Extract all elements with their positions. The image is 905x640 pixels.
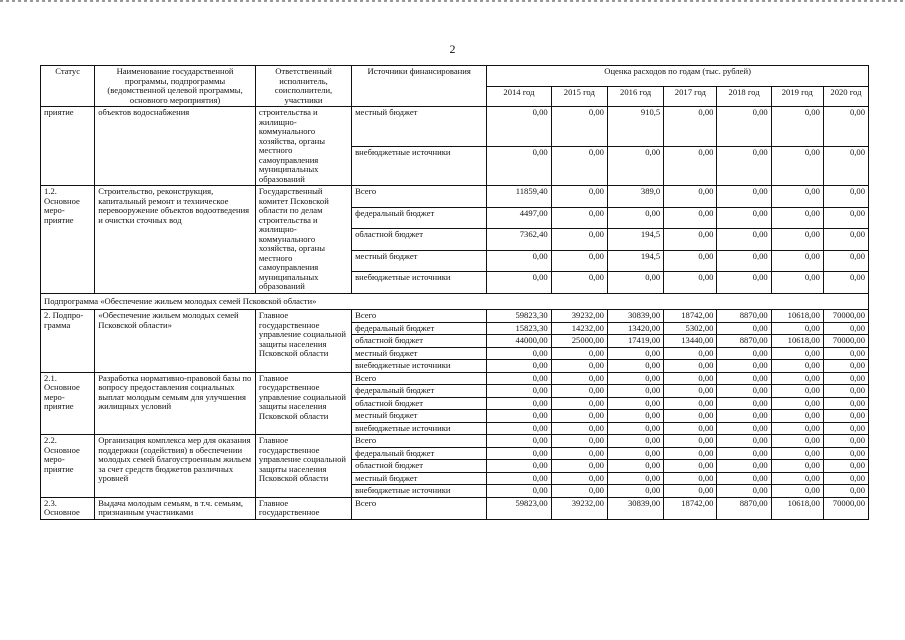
value-cell: 0,00 xyxy=(717,186,771,208)
value-cell: 15823,30 xyxy=(487,322,551,335)
value-cell: 0,00 xyxy=(823,447,868,460)
value-cell: 0,00 xyxy=(487,272,551,294)
subprogram-title: Подпрограмма «Обеспечение жильем молодых семей Псковской области» xyxy=(41,293,869,310)
value-cell: 11859,40 xyxy=(487,186,551,208)
value-cell: 0,00 xyxy=(664,272,717,294)
value-cell: 8870,00 xyxy=(717,335,771,348)
value-cell: 4497,00 xyxy=(487,207,551,229)
header-row xyxy=(41,66,869,87)
table-row xyxy=(41,497,869,519)
row-executor: Главное государственное управление социальной защиты населения Псковской области xyxy=(255,435,351,498)
value-cell: 0,00 xyxy=(771,435,823,448)
value-cell: 0,00 xyxy=(717,397,771,410)
value-cell: 70000,00 xyxy=(823,335,868,348)
row-source: местный бюджет xyxy=(352,410,487,423)
value-cell: 0,00 xyxy=(607,385,663,398)
row-source: местный бюджет xyxy=(352,472,487,485)
value-cell: 0,00 xyxy=(823,460,868,473)
value-cell: 0,00 xyxy=(487,410,551,423)
row-executor: Главное государственное управление социальной защиты населения Псковской области xyxy=(255,310,351,373)
value-cell: 0,00 xyxy=(551,272,607,294)
row-source: местный бюджет xyxy=(352,347,487,360)
value-cell: 39232,00 xyxy=(551,310,607,323)
value-cell: 0,00 xyxy=(664,472,717,485)
value-cell: 30839,00 xyxy=(607,310,663,323)
value-cell: 0,00 xyxy=(771,472,823,485)
row-executor: Государственный комитет Псковской области по делам строительства и жилищно-коммунального хозяйства, органы местного самоуправления муниципальных образований xyxy=(255,186,351,294)
value-cell: 0,00 xyxy=(664,250,717,272)
value-cell: 0,00 xyxy=(823,322,868,335)
value-cell: 0,00 xyxy=(551,447,607,460)
value-cell: 0,00 xyxy=(551,485,607,498)
value-cell: 39232,00 xyxy=(551,497,607,519)
value-cell: 0,00 xyxy=(551,435,607,448)
row-status: приятие xyxy=(41,107,95,186)
row-program-name: Строительство, реконструкция, капитальный ремонт и техническое перевооружение объектов водоотведения и очистки сточных вод xyxy=(95,186,256,294)
value-cell: 0,00 xyxy=(487,472,551,485)
value-cell: 0,00 xyxy=(664,435,717,448)
row-source: областной бюджет xyxy=(352,460,487,473)
value-cell: 0,00 xyxy=(771,146,823,186)
row-executor: Главное государственное xyxy=(255,497,351,519)
value-cell: 30839,00 xyxy=(607,497,663,519)
header-year: 2016 год xyxy=(607,86,663,107)
value-cell: 0,00 xyxy=(823,272,868,294)
value-cell: 0,00 xyxy=(717,447,771,460)
value-cell: 0,00 xyxy=(771,207,823,229)
value-cell: 0,00 xyxy=(551,472,607,485)
value-cell: 0,00 xyxy=(664,207,717,229)
value-cell: 0,00 xyxy=(664,146,717,186)
value-cell: 10618,00 xyxy=(771,335,823,348)
value-cell: 0,00 xyxy=(717,435,771,448)
table-row xyxy=(41,435,869,448)
value-cell: 0,00 xyxy=(487,372,551,385)
value-cell: 70000,00 xyxy=(823,310,868,323)
value-cell: 0,00 xyxy=(771,347,823,360)
row-source: внебюджетные источники xyxy=(352,422,487,435)
row-program-name: Разработка нормативно-правовой базы по вопросу предоставления социальных выплат молодым семьям для улучшения жилищных условий xyxy=(95,372,256,435)
row-status: 2.1. Основное меро-приятие xyxy=(41,372,95,435)
value-cell: 0,00 xyxy=(551,397,607,410)
value-cell: 0,00 xyxy=(487,422,551,435)
value-cell: 0,00 xyxy=(607,146,663,186)
value-cell: 0,00 xyxy=(607,360,663,373)
value-cell: 0,00 xyxy=(551,372,607,385)
value-cell: 0,00 xyxy=(771,385,823,398)
value-cell: 0,00 xyxy=(487,146,551,186)
row-source: местный бюджет xyxy=(352,107,487,147)
value-cell: 0,00 xyxy=(823,485,868,498)
table-row xyxy=(41,107,869,147)
value-cell: 18742,00 xyxy=(664,497,717,519)
value-cell: 0,00 xyxy=(823,360,868,373)
value-cell: 0,00 xyxy=(664,397,717,410)
value-cell: 0,00 xyxy=(823,372,868,385)
table-row xyxy=(41,372,869,385)
value-cell: 0,00 xyxy=(717,272,771,294)
row-source: областной бюджет xyxy=(352,229,487,251)
value-cell: 0,00 xyxy=(664,485,717,498)
row-executor: Главное государственное управление социальной защиты населения Псковской области xyxy=(255,372,351,435)
row-source: федеральный бюджет xyxy=(352,207,487,229)
value-cell: 5302,00 xyxy=(664,322,717,335)
value-cell: 0,00 xyxy=(823,107,868,147)
row-source: Всего xyxy=(352,186,487,208)
row-executor: строительства и жилищно-коммунального хозяйства, органы местного самоуправления муниципальных образований xyxy=(255,107,351,186)
value-cell: 44000,00 xyxy=(487,335,551,348)
row-program-name: объектов водоснабжения xyxy=(95,107,256,186)
value-cell: 0,00 xyxy=(717,372,771,385)
page-number: 2 xyxy=(449,42,456,56)
row-program-name: «Обеспечение жильем молодых семей Псковской области» xyxy=(95,310,256,373)
value-cell: 0,00 xyxy=(551,250,607,272)
value-cell: 0,00 xyxy=(551,347,607,360)
row-status: 2. Подпро-грамма xyxy=(41,310,95,373)
value-cell: 10618,00 xyxy=(771,310,823,323)
value-cell: 0,00 xyxy=(771,422,823,435)
value-cell: 0,00 xyxy=(823,435,868,448)
value-cell: 0,00 xyxy=(717,146,771,186)
value-cell: 0,00 xyxy=(487,435,551,448)
value-cell: 0,00 xyxy=(664,229,717,251)
header-year: 2018 год xyxy=(717,86,771,107)
value-cell: 10618,00 xyxy=(771,497,823,519)
table-row xyxy=(41,310,869,323)
value-cell: 0,00 xyxy=(717,460,771,473)
row-source: федеральный бюджет xyxy=(352,322,487,335)
row-status: 2.3. Основное xyxy=(41,497,95,519)
value-cell: 0,00 xyxy=(607,460,663,473)
row-program-name: Выдача молодым семьям, в т.ч. семьям, признанным участниками xyxy=(95,497,256,519)
subprogram-section xyxy=(41,293,869,310)
value-cell: 18742,00 xyxy=(664,310,717,323)
value-cell: 0,00 xyxy=(551,229,607,251)
value-cell: 0,00 xyxy=(771,410,823,423)
value-cell: 13420,00 xyxy=(607,322,663,335)
value-cell: 0,00 xyxy=(823,146,868,186)
value-cell: 0,00 xyxy=(487,397,551,410)
value-cell: 0,00 xyxy=(823,472,868,485)
value-cell: 0,00 xyxy=(551,207,607,229)
header-sources: Источники финансирования xyxy=(352,66,487,107)
table-body-part2 xyxy=(41,310,869,520)
row-source: внебюджетные источники xyxy=(352,272,487,294)
row-source: внебюджетные источники xyxy=(352,485,487,498)
row-source: областной бюджет xyxy=(352,397,487,410)
value-cell: 0,00 xyxy=(551,146,607,186)
row-source: федеральный бюджет xyxy=(352,447,487,460)
value-cell: 0,00 xyxy=(771,485,823,498)
value-cell: 0,00 xyxy=(607,435,663,448)
value-cell: 0,00 xyxy=(607,422,663,435)
value-cell: 0,00 xyxy=(771,460,823,473)
header-estimate: Оценка расходов по годам (тыс. рублей) xyxy=(487,66,869,87)
value-cell: 0,00 xyxy=(717,229,771,251)
value-cell: 0,00 xyxy=(717,322,771,335)
value-cell: 0,00 xyxy=(551,107,607,147)
value-cell: 0,00 xyxy=(823,229,868,251)
value-cell: 0,00 xyxy=(823,397,868,410)
header-program: Наименование государственной программы, подпрограммы (ведомственной целевой программы, основного мероприятия) xyxy=(95,66,256,107)
value-cell: 0,00 xyxy=(771,397,823,410)
value-cell: 0,00 xyxy=(551,186,607,208)
value-cell: 8870,00 xyxy=(717,310,771,323)
value-cell: 0,00 xyxy=(487,485,551,498)
value-cell: 0,00 xyxy=(717,410,771,423)
value-cell: 0,00 xyxy=(771,360,823,373)
row-source: местный бюджет xyxy=(352,250,487,272)
value-cell: 0,00 xyxy=(771,229,823,251)
row-source: внебюджетные источники xyxy=(352,360,487,373)
value-cell: 70000,00 xyxy=(823,497,868,519)
value-cell: 0,00 xyxy=(823,410,868,423)
value-cell: 0,00 xyxy=(664,410,717,423)
header-year: 2015 год xyxy=(551,86,607,107)
header-year: 2019 год xyxy=(771,86,823,107)
value-cell: 0,00 xyxy=(664,186,717,208)
value-cell: 0,00 xyxy=(771,250,823,272)
value-cell: 194,5 xyxy=(607,250,663,272)
value-cell: 0,00 xyxy=(717,385,771,398)
row-status: 1.2. Основное меро-приятие xyxy=(41,186,95,294)
value-cell: 0,00 xyxy=(487,250,551,272)
value-cell: 59823,30 xyxy=(487,310,551,323)
row-program-name: Организация комплекса мер для оказания поддержки (содействия) в обеспечении молодых семей благоустроенным жильем за счет средств бюджетов различных уровней xyxy=(95,435,256,498)
value-cell: 0,00 xyxy=(487,447,551,460)
value-cell: 0,00 xyxy=(771,272,823,294)
value-cell: 0,00 xyxy=(607,372,663,385)
value-cell: 0,00 xyxy=(823,250,868,272)
value-cell: 0,00 xyxy=(607,447,663,460)
header-executor: Ответственный исполнитель, соисполнители, участники xyxy=(255,66,351,107)
value-cell: 0,00 xyxy=(551,422,607,435)
value-cell: 0,00 xyxy=(771,372,823,385)
value-cell: 8870,00 xyxy=(717,497,771,519)
value-cell: 0,00 xyxy=(551,410,607,423)
value-cell: 0,00 xyxy=(823,422,868,435)
value-cell: 0,00 xyxy=(771,107,823,147)
budget-table xyxy=(40,65,869,520)
value-cell: 25000,00 xyxy=(551,335,607,348)
value-cell: 0,00 xyxy=(551,385,607,398)
row-source: Всего xyxy=(352,435,487,448)
value-cell: 0,00 xyxy=(717,485,771,498)
row-status: 2.2. Основное меро-приятие xyxy=(41,435,95,498)
value-cell: 0,00 xyxy=(664,447,717,460)
scan-edge xyxy=(0,0,905,2)
value-cell: 910,5 xyxy=(607,107,663,147)
value-cell: 0,00 xyxy=(607,485,663,498)
value-cell: 0,00 xyxy=(664,460,717,473)
value-cell: 0,00 xyxy=(771,322,823,335)
value-cell: 0,00 xyxy=(664,422,717,435)
value-cell: 0,00 xyxy=(823,385,868,398)
row-source: Всего xyxy=(352,497,487,519)
value-cell: 0,00 xyxy=(717,207,771,229)
value-cell: 59823,00 xyxy=(487,497,551,519)
value-cell: 0,00 xyxy=(487,360,551,373)
value-cell: 0,00 xyxy=(664,107,717,147)
value-cell: 0,00 xyxy=(717,472,771,485)
value-cell: 0,00 xyxy=(607,347,663,360)
value-cell: 0,00 xyxy=(607,410,663,423)
value-cell: 0,00 xyxy=(771,186,823,208)
value-cell: 17419,00 xyxy=(607,335,663,348)
header-year: 2017 год xyxy=(664,86,717,107)
value-cell: 0,00 xyxy=(664,385,717,398)
value-cell: 0,00 xyxy=(664,360,717,373)
value-cell: 0,00 xyxy=(717,347,771,360)
value-cell: 194,5 xyxy=(607,229,663,251)
row-source: федеральный бюджет xyxy=(352,385,487,398)
value-cell: 0,00 xyxy=(487,107,551,147)
value-cell: 389,0 xyxy=(607,186,663,208)
value-cell: 0,00 xyxy=(771,447,823,460)
value-cell: 0,00 xyxy=(607,207,663,229)
row-source: внебюджетные источники xyxy=(352,146,487,186)
value-cell: 7362,40 xyxy=(487,229,551,251)
value-cell: 13440,00 xyxy=(664,335,717,348)
value-cell: 0,00 xyxy=(487,385,551,398)
table-body-part1 xyxy=(41,107,869,294)
value-cell: 0,00 xyxy=(664,372,717,385)
value-cell: 0,00 xyxy=(607,272,663,294)
header-status: Статус xyxy=(41,66,95,107)
header-year: 2014 год xyxy=(487,86,551,107)
value-cell: 14232,00 xyxy=(551,322,607,335)
row-source: Всего xyxy=(352,310,487,323)
value-cell: 0,00 xyxy=(664,347,717,360)
value-cell: 0,00 xyxy=(717,422,771,435)
value-cell: 0,00 xyxy=(823,347,868,360)
value-cell: 0,00 xyxy=(823,186,868,208)
value-cell: 0,00 xyxy=(551,360,607,373)
value-cell: 0,00 xyxy=(607,472,663,485)
value-cell: 0,00 xyxy=(487,347,551,360)
value-cell: 0,00 xyxy=(717,250,771,272)
value-cell: 0,00 xyxy=(717,360,771,373)
row-source: областной бюджет xyxy=(352,335,487,348)
header-year: 2020 год xyxy=(823,86,868,107)
subprogram-row xyxy=(41,293,869,310)
value-cell: 0,00 xyxy=(607,397,663,410)
row-source: Всего xyxy=(352,372,487,385)
value-cell: 0,00 xyxy=(551,460,607,473)
table-row xyxy=(41,186,869,208)
value-cell: 0,00 xyxy=(487,460,551,473)
value-cell: 0,00 xyxy=(823,207,868,229)
value-cell: 0,00 xyxy=(717,107,771,147)
